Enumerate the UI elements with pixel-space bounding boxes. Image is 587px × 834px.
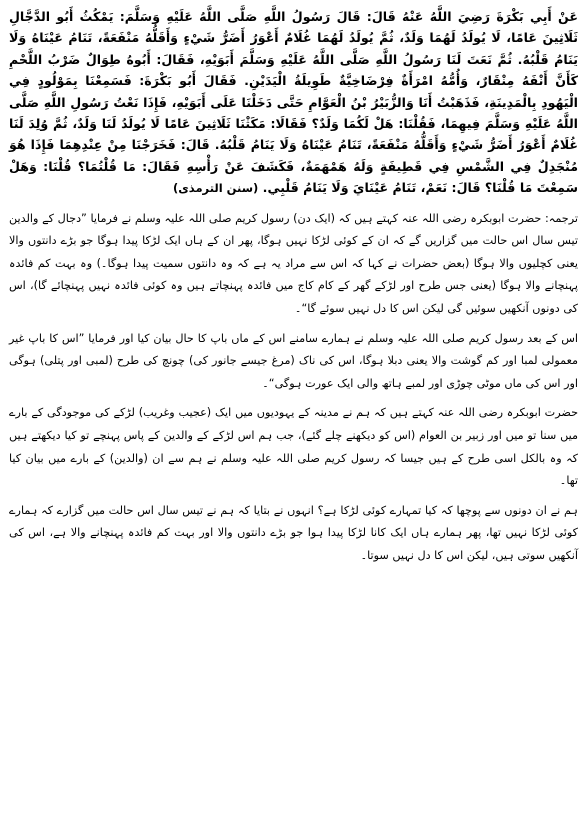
urdu-translation-paragraph-4: ہم نے ان دونوں سے پوچھا کہ کیا تمہارے کوئی لڑکا ہے؟ انہوں نے بتایا کہ ہم نے تیس سال اس حالت میں گزارے کہ ہمارے کوئی لڑکا نہیں تھا، پھر ہمارے ہاں ایک کانا لڑکا پیدا ہوا جو بڑے دانتوں والا اور بہت کم فائدہ پہنچانے والا ہے، اس کی آنکھیں سوتی ہیں، لیکن اس کا دل نہیں سوتا۔: [9, 503, 578, 562]
arabic-hadith-text: [9, 6, 578, 200]
urdu-translation-paragraph-3: حضرت ابوبکرہ رضی اللہ عنہ کہتے ہیں کہ ہم نے مدینہ کے یہودیوں میں ایک (عجیب وغریب) لڑکے کی موجودگی کے بارے میں سنا تو میں اور زبیر بن العوام (اس کو دیکھنے چلے گئے)، جب ہم اس لڑکے کے والدین کے پاس پہنچے تو کیا دیکھتے ہیں کہ وہ بالکل اسی طرح کے ہیں جیسا کہ رسول کریم صلی اللہ علیہ وسلم نے ہم سے ان (والدین) کے بارے میں بیان کیا تھا۔: [9, 406, 578, 488]
urdu-translation-paragraph-2: اس کے بعد رسول کریم صلی اللہ علیہ وسلم نے ہمارے سامنے اس کے ماں باپ کا حال بیان کیا اور فرمایا ”اس کا باپ غیر معمولی لمبا اور کم گوشت والا یعنی دبلا ہوگا، اس کی ناک (مرغ جیسے جانور کی) چونچ کی طرح (لمبی اور پتلی) ہوگی اور اس کی ماں موٹی چوڑی اور لمبے ہاتھ والی ایک عورت ہوگی“۔: [9, 331, 578, 390]
hadith-source-reference: (سنن الترمذی): [173, 181, 259, 196]
urdu-translation-paragraph-1: ترجمہ: حضرت ابوبکرہ رضی اللہ عنہ کہتے ہیں کہ (ایک دن) رسول کریم صلی اللہ علیہ وسلم نے فرمایا ”دجال کے والدین تیس سال اس حالت میں گزاریں گے کہ ان کے کوئی لڑکا نہیں ہوگا، پھر ان کے ہاں ایک لڑکا پیدا ہوگا جو بڑے دانتوں والا یعنی کچلیوں والا ہوگا (بعض حضرات نے کہا کہ اس سے مراد یہ ہے کہ وہ دانتوں سمیت پیدا ہوگا۔) وہ بہت کم فائدہ پہنچانے والا ہوگا (یعنی جس طرح اور لڑکے گھر کے کام کاج میں فائدہ پہنچاتے ہیں وہ کوئی فائدہ نہیں پہنچائے گا)، اس کی دونوں آنکھیں سوئیں گی لیکن اس کا دل نہیں سوئے گا“۔: [9, 211, 578, 316]
arabic-hadith-body: عَنْ أَبِي بَكْرَةَ رَضِيَ اللَّهُ عَنْهُ قَالَ: قَالَ رَسُولُ اللَّهِ صَلَّى اللَّهُ عَلَيْهِ وَسَلَّمَ: يَمْكُثُ أَبُو الدَّجَّالِ ثَلَاثِينَ عَامًا، لَا يُولَدُ لَهُمَا وَلَدٌ، ثُمَّ يُولَدُ لَهُمَا غُلَامٌ أَعْوَرُ أَضَرُّ شَيْءٍ وَأَقَلُّهُ مَنْفَعَةً، تَنَامُ عَيْنَاهُ وَلَا يَنَامُ قَلْبُهُ. ثُمَّ نَعَتَ لَنَا رَسُولُ اللَّهِ صَلَّى اللَّهُ عَلَيْهِ وَسَلَّمَ أَبَوَيْهِ، فَقَالَ: أَبُوهُ طِوَالٌ ضَرْبُ اللَّحْمِ كَأَنَّ أَنْفَهُ مِنْقَارٌ، وَأُمُّهُ امْرَأَةٌ فِرْضَاخِيَّةٌ طَوِيلَةُ الْيَدَيْنِ. فَقَالَ أَبُو بَكْرَةَ: فَسَمِعْنَا بِمَوْلُودٍ فِي الْيَهُودِ بِالْمَدِينَةِ، فَذَهَبْتُ أَنَا وَالزُّبَيْرُ بْنُ الْعَوَّامِ حَتَّى دَخَلْنَا عَلَى أَبَوَيْهِ، فَإِذَا نَعْتُ رَسُولِ اللَّهِ صَلَّى اللَّهُ عَلَيْهِ وَسَلَّمَ فِيهِمَا، فَقُلْنَا: هَلْ لَكُمَا وَلَدٌ؟ فَقَالَا: مَكَثْنَا ثَلَاثِينَ عَامًا لَا يُولَدُ لَنَا وَلَدٌ، ثُمَّ وُلِدَ لَنَا غُلَامٌ أَعْوَرُ أَضَرُّ شَيْءٍ وَأَقَلُّهُ مَنْفَعَةً، تَنَامُ عَيْنَاهُ وَلَا يَنَامُ قَلْبُهُ. قَالَ: فَخَرَجْنَا مِنْ عِنْدِهِمَا فَإِذَا هُوَ مُنْجَدِلٌ فِي الشَّمْسِ فِي قَطِيفَةٍ وَلَهُ هَمْهَمَةٌ، فَكَشَفَ عَنْ رَأْسِهِ فَقَالَ: مَا قُلْتُمَا؟ قُلْنَا: وَهَلْ سَمِعْتَ مَا قُلْنَا؟ قَالَ: نَعَمْ، تَنَامُ عَيْنَايَ وَلَا يَنَامُ قَلْبِي.: [9, 9, 578, 196]
